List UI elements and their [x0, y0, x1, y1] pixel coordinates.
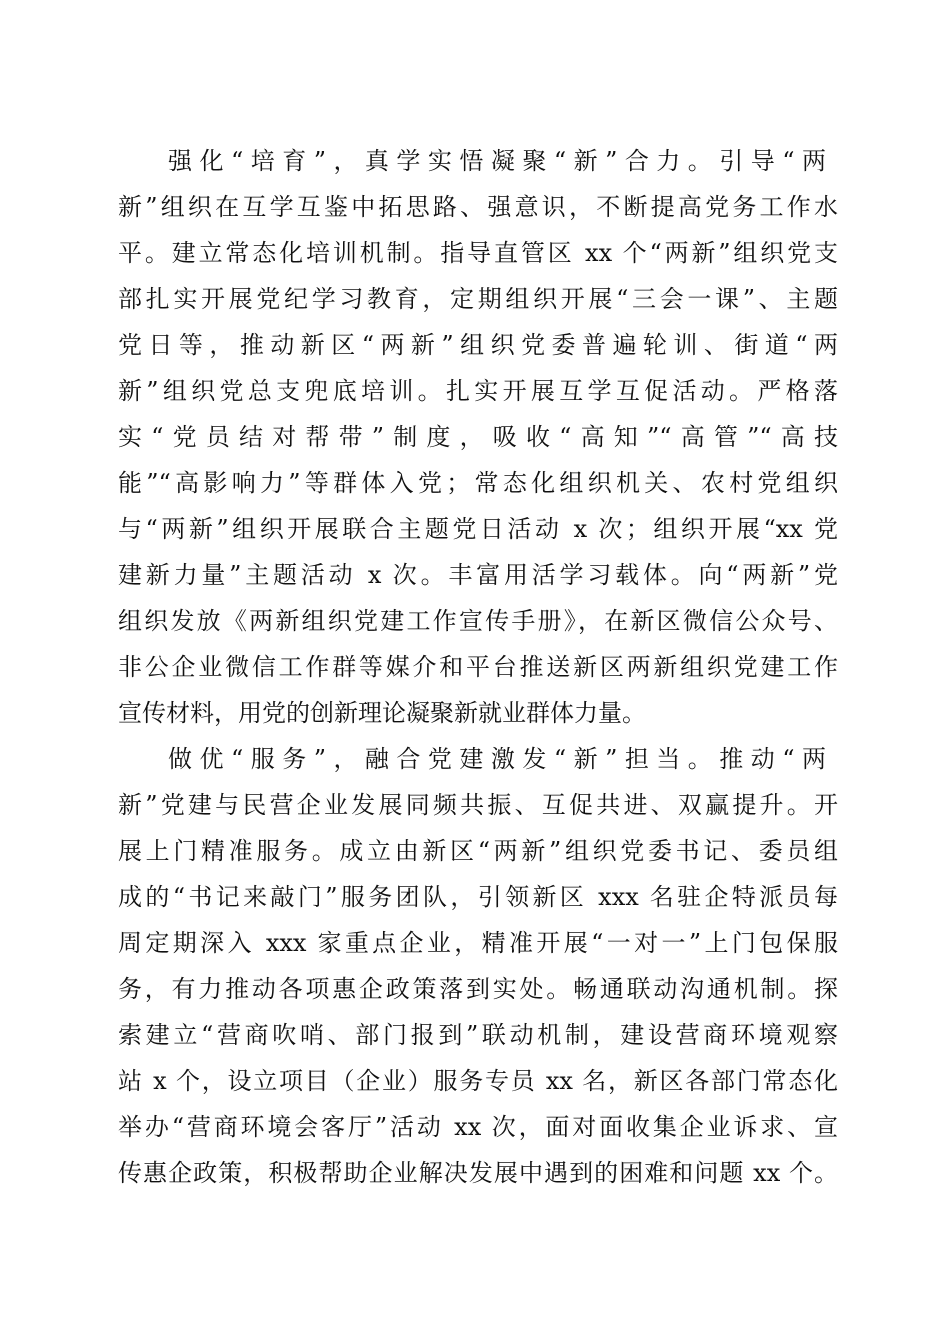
- paragraph-2-line-2: 新”党建与民营企业发展同频共振、互促共进、双赢提升。开: [118, 791, 838, 819]
- paragraph-1-line-6: 新”组织党总支兜底培训。扎实开展互学互促活动。严格落: [118, 377, 838, 405]
- paragraph-2-line-5: 周定期深入 xxx 家重点企业，精准开展“一对一”上门包保服: [118, 929, 838, 957]
- paragraph-1-line-1: 强化“培育”，真学实悟凝聚“新”合力。引导“两: [168, 147, 826, 175]
- paragraph-1-line-4: 部扎实开展党纪学习教育，定期组织开展“三会一课”、主题: [118, 285, 838, 313]
- paragraph-1-line-9: 与“两新”组织开展联合主题党日活动 x 次；组织开展“xx 党: [118, 515, 838, 543]
- paragraph-2-line-9: 举办“营商环境会客厅”活动 xx 次，面对面收集企业诉求、宣: [118, 1113, 838, 1141]
- paragraph-1-line-3: 平。建立常态化培训机制。指导直管区 xx 个“两新”组织党支: [118, 239, 838, 267]
- paragraph-1-line-11: 组织发放《两新组织党建工作宣传手册》，在新区微信公众号、: [118, 607, 838, 635]
- paragraph-1-line-8: 能”“高影响力”等群体入党；常态化组织机关、农村党组织: [118, 469, 838, 497]
- paragraph-1-line-5: 党日等，推动新区“两新”组织党委普遍轮训、街道“两: [118, 331, 838, 359]
- paragraph-2-line-7: 索建立“营商吹哨、部门报到”联动机制，建设营商环境观察: [118, 1021, 838, 1049]
- paragraph-2-line-1: 做优“服务”，融合党建激发“新”担当。推动“两: [168, 745, 826, 773]
- paragraph-1-line-10: 建新力量”主题活动 x 次。丰富用活学习载体。向“两新”党: [118, 561, 838, 589]
- paragraph-2-line-6: 务，有力推动各项惠企政策落到实处。畅通联动沟通机制。探: [118, 975, 838, 1003]
- paragraph-1-line-2: 新”组织在互学互鉴中拓思路、强意识，不断提高党务工作水: [118, 193, 838, 221]
- paragraph-1-line-13: 宣传材料，用党的创新理论凝聚新就业群体力量。: [118, 699, 646, 727]
- paragraph-1-line-7: 实“党员结对帮带”制度，吸收“高知”“高管”“高技: [118, 423, 838, 451]
- paragraph-2-line-10: 传惠企政策，积极帮助企业解决发展中遇到的困难和问题 xx 个。: [118, 1159, 838, 1187]
- paragraph-1-line-12: 非公企业微信工作群等媒介和平台推送新区两新组织党建工作: [118, 653, 838, 681]
- paragraph-2-line-3: 展上门精准服务。成立由新区“两新”组织党委书记、委员组: [118, 837, 838, 865]
- paragraph-2-line-4: 成的“书记来敲门”服务团队，引领新区 xxx 名驻企特派员每: [118, 883, 838, 911]
- paragraph-2-line-8: 站 x 个，设立项目（企业）服务专员 xx 名，新区各部门常态化: [118, 1067, 838, 1095]
